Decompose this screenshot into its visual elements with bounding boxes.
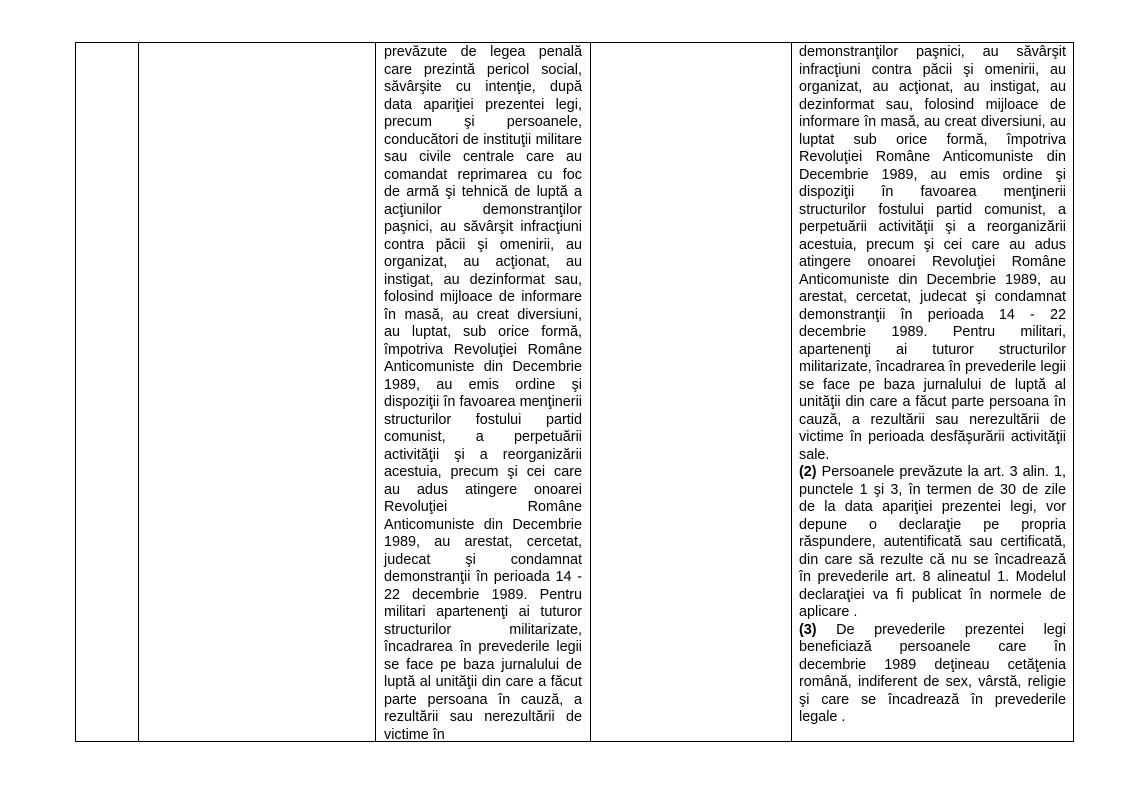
column-5-paragraph-1: demonstranţilor paşnici, au săvârşit infracţiuni contra păcii şi omenirii, au organizat, au acţionat, au instigat, au dezinformat sau, folosind mijloace de informare în masă, au creat diversiuni, au luptat sub orice formă, împotriva Revoluţiei Române Anticomuniste din Decembrie 1989, au emis ordine şi dispoziţii în favoarea menţinerii structurilor fostului partid comunist, a perpetuării activităţii şi a reorganizării acestuia, precum şi cei care au adus atingere onoarei Revoluţiei Române Anticomuniste din Decembrie 1989, au arestat, cercetat, judecat şi condamnat demonstranţii în perioada 14 - 22 decembrie 1989. Pentru militari, apartenenţi ai tuturor structurilor militarizate, încadrarea în prevederile legii se face pe baza jurnalului de luptă al unităţii din care a făcut parte persoana în cauză, a rezultării sau nerezultării de victime în perioada desfăşurării activităţii sale. [799, 44, 1066, 463]
paragraph-3-label: (3) [799, 621, 817, 638]
table-column-3 [375, 43, 591, 741]
column-5-text [799, 44, 1066, 727]
table-column-divider [590, 43, 591, 741]
column-3-text [384, 44, 582, 744]
paragraph-3-text: De prevederile prezentei legi beneficiază persoanele care în decembrie 1989 deţineau cetăţenia română, indiferent de sex, vârstă, religie şi care se încadrează în prevederile legale . [799, 621, 1066, 725]
column-5-paragraph-3 [799, 622, 1066, 727]
column-5-paragraph-2 [799, 464, 1066, 622]
column-3-paragraph: prevăzute de legea penală care prezintă pericol social, săvârşite cu intenţie, după data apariţiei prezentei legi, precum şi persoanele, conducători de instituţii militare sau civile centrale care au comandat reprimarea cu foc de armă şi tehnică de luptă a acţiunilor demonstranţilor paşnici, au săvârşit infracţiuni contra păcii şi omenirii, au organizat, au acţionat, au instigat, au dezinformat sau, folosind mijloace de informare în masă, au creat diversiuni, au luptat, sub orice formă, împotriva Revoluţiei Române Anticomuniste din Decembrie 1989, au emis ordine şi dispoziţii în favoarea menţinerii structurilor fostului partid comunist, a perpetuării activităţii şi a reorganizării acestuia, precum şi cei care au adus atingere onoarei Revoluţiei Române Anticomuniste din Decembrie 1989, au arestat, cercetat, judecat şi condamnat demonstranţii în perioada 14 - 22 decembrie 1989. Pentru militari apartenenţi ai tuturor structurilor militarizate, încadrarea în prevederile legii se face pe baza jurnalului de luptă al unităţii din care a făcut parte persoana în cauză, a rezultării sau nerezultării de victime în [384, 44, 582, 743]
paragraph-2-text: Persoanele prevăzute la art. 3 alin. 1, punctele 1 şi 3, în termen de 30 de zile de la data apariţiei prezentei legi, vor depune o declaraţie pe propria răspundere, autentificată sau certificată, din care să rezulte că nu se încadrează în prevederile art. 8 alineatul 1. Modelul declaraţiei va fi publicat în normele de aplicare . [799, 464, 1066, 620]
document-table [75, 42, 1074, 742]
table-column-divider [138, 43, 139, 741]
paragraph-2-label: (2) [799, 464, 817, 480]
table-column-5 [791, 43, 1075, 741]
